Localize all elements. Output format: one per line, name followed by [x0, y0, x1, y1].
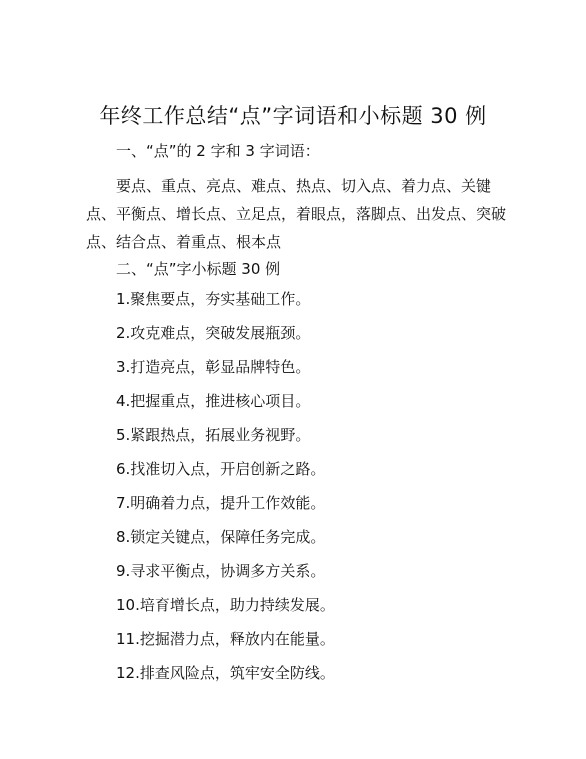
list-item: 10.培育增长点，助力持续发展。	[116, 596, 335, 614]
list-item: 6.找准切入点，开启创新之路。	[116, 460, 326, 478]
list-item: 12.排查风险点，筑牢安全防线。	[116, 664, 335, 682]
list-item: 7.明确着力点，提升工作效能。	[116, 494, 326, 512]
list-item: 3.打造亮点，彰显品牌特色。	[116, 358, 311, 376]
document-title: 年终工作总结“点”字词语和小标题 30 例	[99, 104, 487, 128]
list-item: 9.寻求平衡点，协调多方关系。	[116, 562, 326, 580]
list-item: 2.攻克难点，突破发展瓶颈。	[116, 324, 311, 342]
subtitle-list	[116, 288, 335, 696]
list-item: 11.挖掘潜力点，释放内在能量。	[116, 630, 335, 648]
list-item: 8.锁定关键点，保障任务完成。	[116, 528, 326, 546]
section-heading-subtitles: 二、“点”字小标题 30 例	[116, 260, 281, 278]
keyword-paragraph: 要点、重点、亮点、难点、热点、切入点、着力点、关键点、平衡点、增长点、立足点，着眼点，落脚点、出发点、突破点、结合点、着重点、根本点	[86, 177, 507, 251]
list-item: 1.聚焦要点，夯实基础工作。	[116, 290, 311, 308]
section-heading-words: 一、“点”的 2 字和 3 字词语：	[116, 142, 320, 160]
list-item: 4.把握重点，推进核心项目。	[116, 392, 311, 410]
list-item: 5.紧跟热点，拓展业务视野。	[116, 426, 311, 444]
